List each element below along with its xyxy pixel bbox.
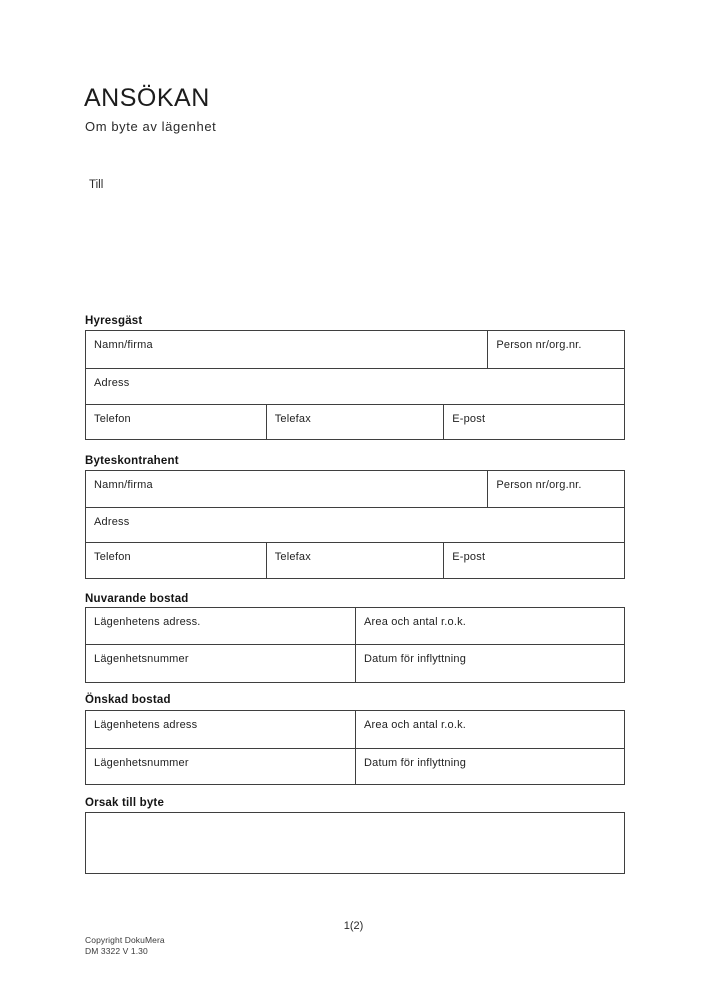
field-label: Telefon (94, 413, 131, 425)
section-title-nuvarande-bostad: Nuvarande bostad (85, 593, 189, 605)
field-label: E-post (452, 551, 486, 563)
field-byteskontrahent-namn-firma[interactable] (86, 471, 487, 507)
field-label: Namn/firma (94, 339, 153, 351)
field-label: Person nr/org.nr. (496, 479, 582, 491)
section-title-byteskontrahent: Byteskontrahent (85, 455, 179, 467)
field-orsak-till-byte[interactable] (85, 812, 625, 874)
table-row (86, 644, 624, 682)
field-onskad-lagenhetsnummer[interactable] (86, 749, 355, 784)
field-byteskontrahent-adress[interactable] (86, 508, 624, 542)
table-hyresgast (85, 330, 625, 440)
field-byteskontrahent-epost[interactable] (443, 543, 624, 578)
field-hyresgast-telefon[interactable] (86, 405, 266, 439)
table-onskad-bostad (85, 710, 625, 785)
field-label: Area och antal r.o.k. (364, 719, 467, 731)
field-label: Telefax (274, 413, 311, 425)
table-row (86, 608, 624, 644)
footer-version: DM 3322 V 1.30 (85, 946, 148, 956)
field-onskad-area-rok[interactable] (355, 711, 624, 748)
section-title-onskad-bostad: Önskad bostad (85, 694, 171, 706)
table-row (86, 711, 624, 748)
field-label: Lägenhetens adress (94, 719, 198, 731)
table-row (86, 368, 624, 404)
field-nuvarande-datum-inflyttning[interactable] (355, 645, 624, 682)
field-label: Area och antal r.o.k. (364, 616, 467, 628)
section-title-hyresgast: Hyresgäst (85, 315, 143, 327)
field-label: Lägenhetens adress. (94, 616, 201, 628)
table-row (86, 542, 624, 578)
page-title: ANSÖKAN (84, 84, 210, 112)
page-subtitle: Om byte av lägenhet (85, 119, 217, 134)
field-label: Person nr/org.nr. (496, 339, 582, 351)
section-title-orsak-till-byte: Orsak till byte (85, 797, 165, 809)
recipient-label: Till (89, 179, 104, 191)
field-nuvarande-lagenhetsnummer[interactable] (86, 645, 355, 682)
field-hyresgast-namn-firma[interactable] (86, 331, 487, 368)
field-onskad-lagenhetens-adress[interactable] (86, 711, 355, 748)
field-nuvarande-lagenhetens-adress[interactable] (86, 608, 355, 644)
field-label: Datum för inflyttning (364, 757, 467, 769)
field-label: Datum för inflyttning (364, 653, 467, 665)
field-label: Lägenhetsnummer (94, 757, 189, 769)
field-onskad-datum-inflyttning[interactable] (355, 749, 624, 784)
field-byteskontrahent-personnr[interactable] (487, 471, 624, 507)
table-row (86, 471, 624, 507)
field-label: Telefon (94, 551, 131, 563)
field-hyresgast-epost[interactable] (443, 405, 624, 439)
field-label: Lägenhetsnummer (94, 653, 189, 665)
field-hyresgast-telefax[interactable] (266, 405, 444, 439)
table-row (86, 331, 624, 368)
field-label: Namn/firma (94, 479, 153, 491)
field-label: Adress (94, 377, 130, 389)
field-byteskontrahent-telefon[interactable] (86, 543, 266, 578)
page-number: 1(2) (343, 920, 364, 932)
footer-copyright: Copyright DokuMera (85, 935, 165, 945)
field-hyresgast-personnr[interactable] (487, 331, 624, 368)
field-hyresgast-adress[interactable] (86, 369, 624, 404)
field-byteskontrahent-telefax[interactable] (266, 543, 444, 578)
field-label: E-post (452, 413, 486, 425)
table-row (86, 507, 624, 542)
table-row (86, 404, 624, 439)
table-nuvarande-bostad (85, 607, 625, 683)
table-byteskontrahent (85, 470, 625, 579)
table-row (86, 748, 624, 784)
field-label: Telefax (274, 551, 311, 563)
field-nuvarande-area-rok[interactable] (355, 608, 624, 644)
field-label: Adress (94, 516, 130, 528)
